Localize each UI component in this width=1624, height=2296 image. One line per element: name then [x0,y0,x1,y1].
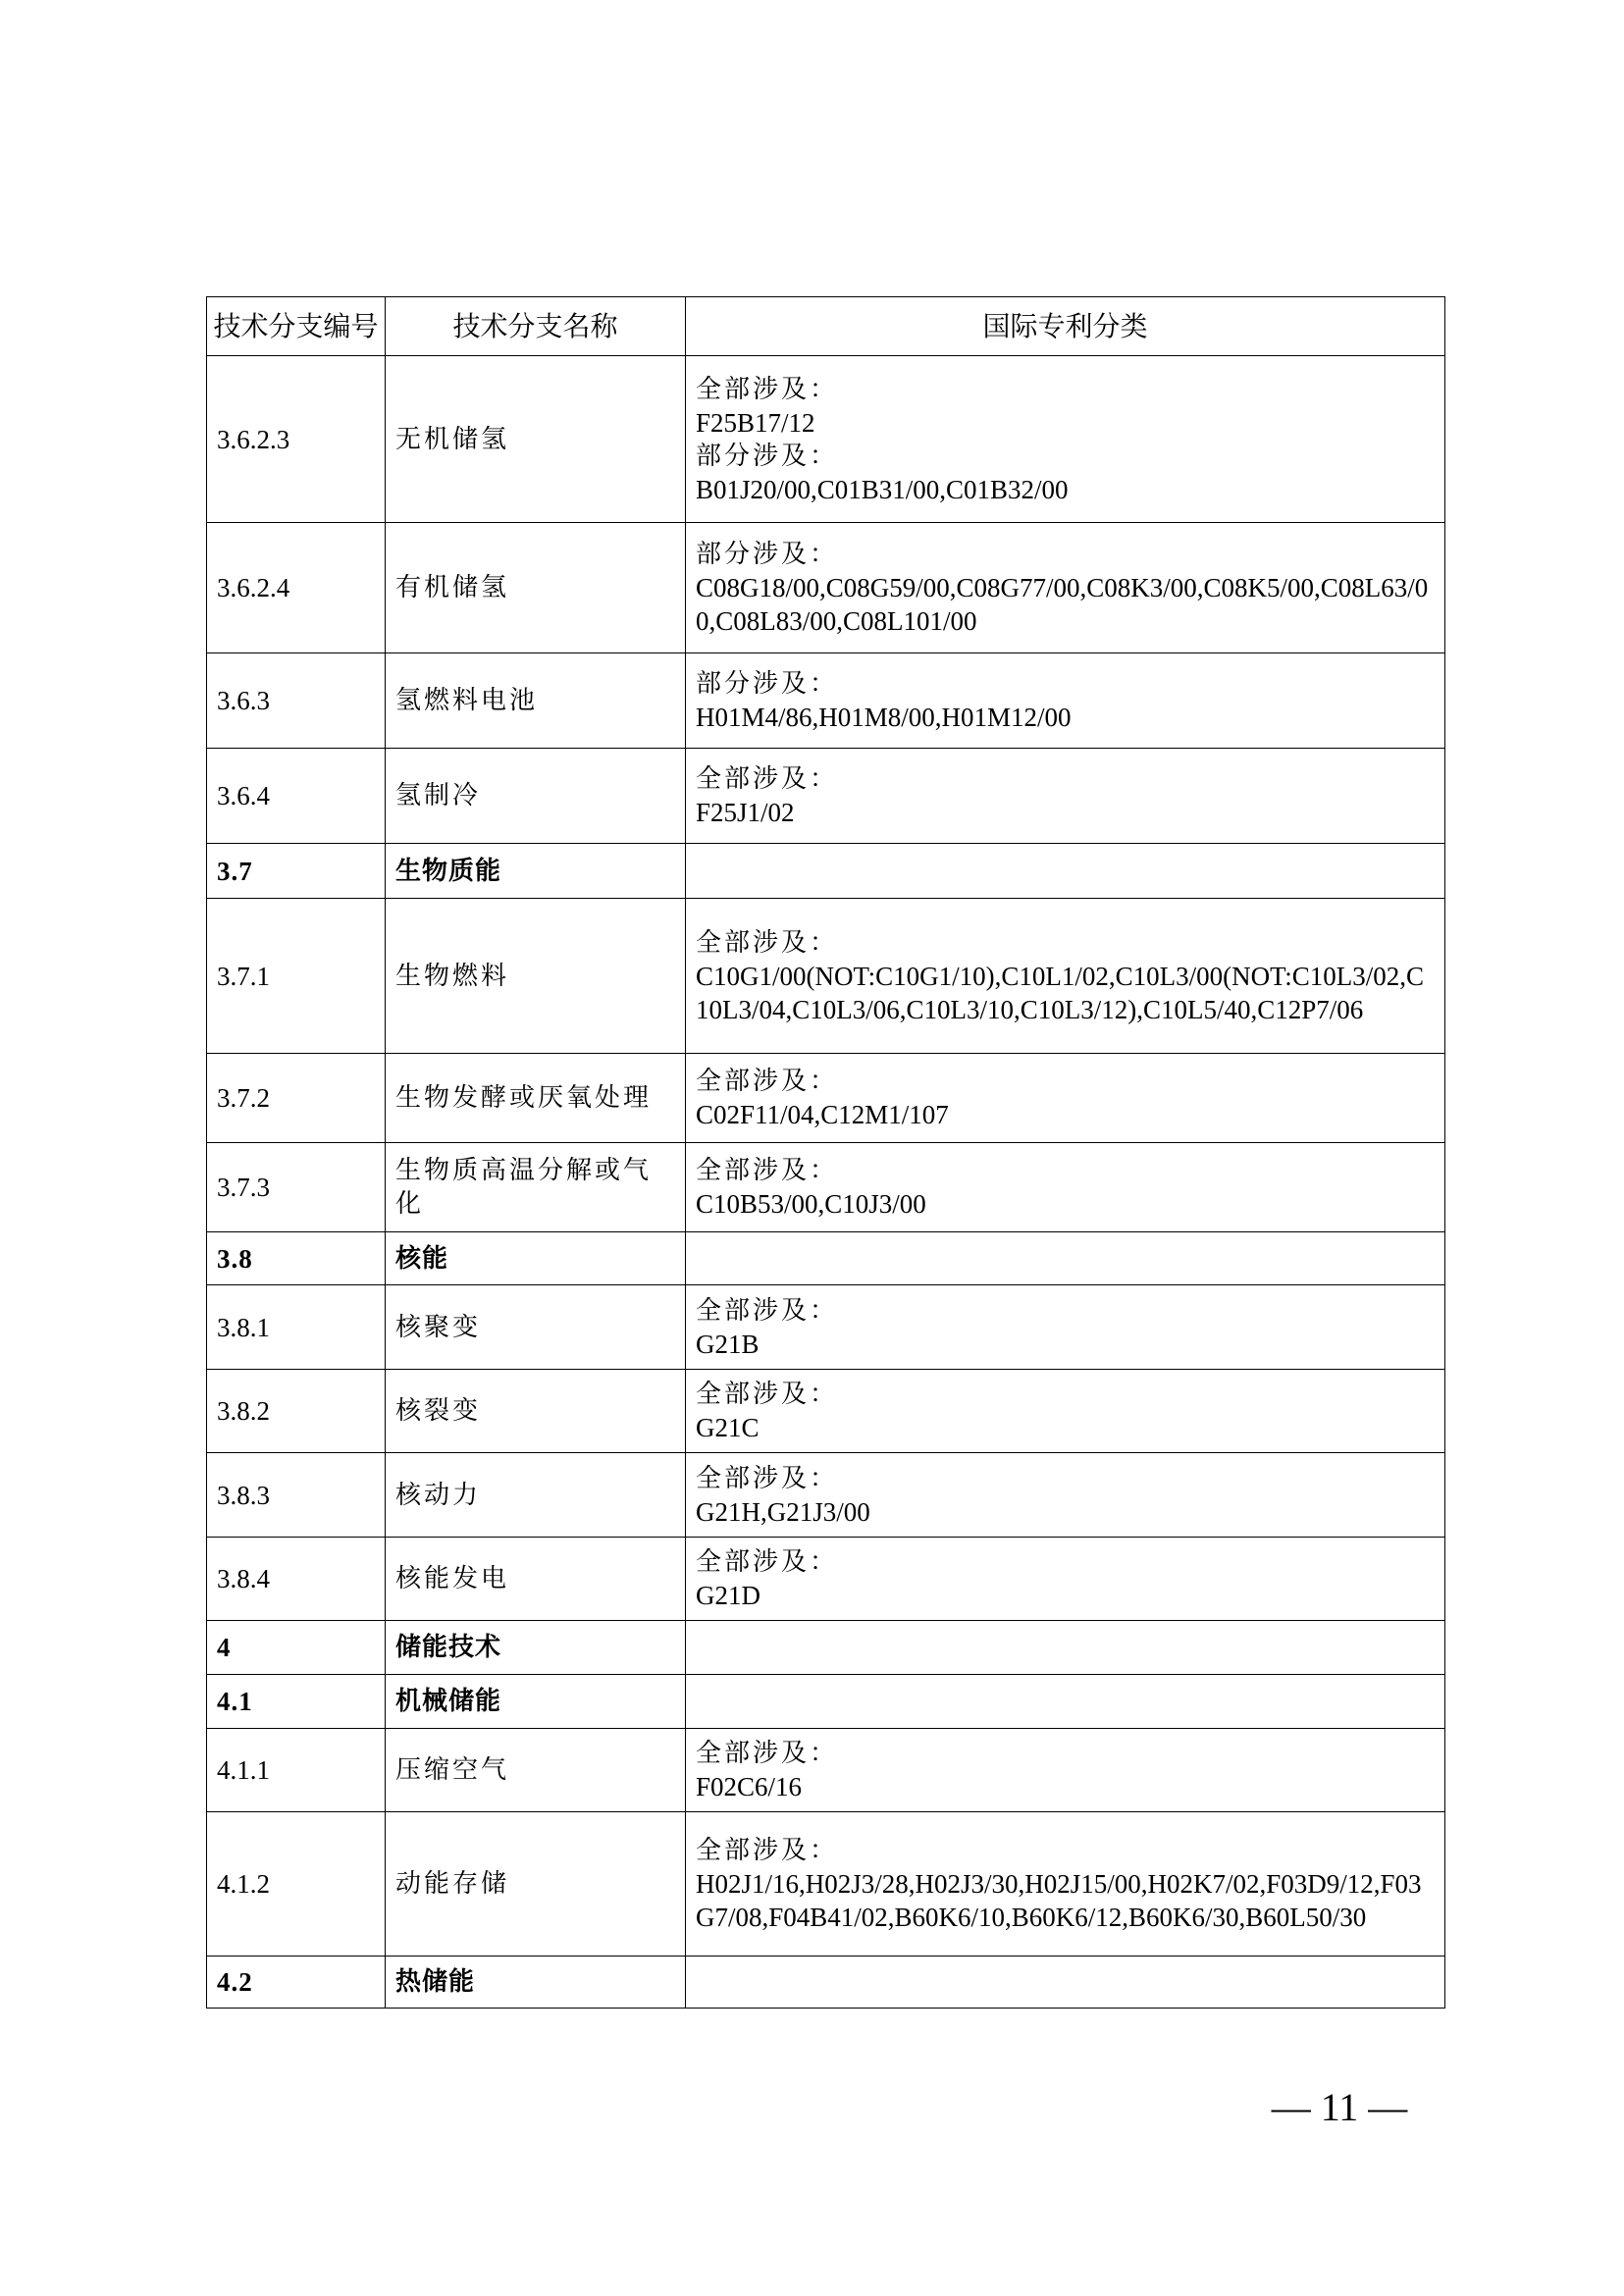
branch-code: 3.8.1 [207,1285,386,1370]
ipc-codes: C10B53/00,C10J3/00 [696,1189,926,1219]
branch-name: 核聚变 [386,1285,686,1370]
ipc-classification-table [206,296,1445,2009]
ipc-cell [686,749,1445,844]
ipc-cell [686,1729,1445,1812]
branch-code: 3.7.3 [207,1143,386,1232]
branch-name: 有机储氢 [386,523,686,653]
ipc-codes: F02C6/16 [696,1772,803,1801]
header-branch-name: 技术分支名称 [386,297,686,356]
ipc-cell [686,523,1445,653]
table-row [207,1538,1445,1621]
ipc-cell [686,1232,1445,1285]
branch-name: 氢制冷 [386,749,686,844]
table-row [207,1812,1445,1957]
table-row [207,653,1445,749]
ipc-codes: F25B17/12 [696,407,815,438]
branch-code: 3.6.2.3 [207,356,386,523]
table-row [207,749,1445,844]
branch-name: 核能 [386,1232,686,1285]
table-row [207,1054,1445,1143]
branch-name: 氢燃料电池 [386,653,686,749]
ipc-scope-label: 全部涉及： [696,374,839,404]
ipc-codes: G21D [696,1581,760,1610]
ipc-codes: F25J1/02 [696,798,795,827]
ipc-cell [686,1957,1445,2009]
branch-name: 储能技术 [386,1621,686,1675]
ipc-scope-label: 部分涉及： [696,540,839,569]
ipc-codes: G21H,G21J3/00 [696,1496,870,1527]
branch-code: 4.2 [207,1957,386,2009]
ipc-scope-label: 全部涉及： [696,927,839,958]
ipc-cell [686,844,1445,899]
table-row [207,1370,1445,1453]
branch-code: 4 [207,1621,386,1675]
branch-name: 无机储氢 [386,356,686,523]
ipc-cell [686,1370,1445,1453]
branch-code: 3.6.2.4 [207,523,386,653]
ipc-scope-label: 全部涉及： [696,1739,839,1768]
ipc-cell [686,1054,1445,1143]
ipc-cell [686,1812,1445,1957]
branch-name: 生物发酵或厌氧处理 [386,1054,686,1143]
table-row [207,899,1445,1054]
ipc-cell [686,653,1445,749]
branch-code: 3.7.2 [207,1054,386,1143]
header-branch-code: 技术分支编号 [207,297,386,356]
ipc-cell [686,1621,1445,1675]
ipc-scope-label: 部分涉及： [696,669,839,699]
table-row [207,356,1445,523]
branch-code: 4.1.2 [207,1812,386,1957]
ipc-codes: B01J20/00,C01B31/00,C01B32/00 [696,474,1069,504]
ipc-scope-label: 全部涉及： [696,1547,839,1577]
table-row [207,1675,1445,1729]
table-row [207,523,1445,653]
table-row [207,1232,1445,1285]
branch-name: 核能发电 [386,1538,686,1621]
ipc-cell [686,899,1445,1054]
branch-code: 3.8.3 [207,1453,386,1538]
branch-code: 3.8.2 [207,1370,386,1453]
branch-name: 生物燃料 [386,899,686,1054]
branch-code: 3.6.3 [207,653,386,749]
branch-code: 3.6.4 [207,749,386,844]
table-row [207,1621,1445,1675]
table-row [207,1143,1445,1232]
ipc-scope-label: 全部涉及： [696,1463,839,1493]
ipc-codes: H02J1/16,H02J3/28,H02J3/30,H02J15/00,H02K7/02,F03D9/12,F03G7/08,F04B41/02,B60K6/10,B60K6/12,B60K6/30,B60L50/30 [696,1869,1422,1932]
ipc-codes: G21B [696,1329,760,1359]
ipc-cell [686,356,1445,523]
ipc-scope-label: 全部涉及： [696,1836,839,1865]
table-row [207,844,1445,899]
header-ipc: 国际专利分类 [686,297,1445,356]
table-row [207,1285,1445,1370]
branch-name: 压缩空气 [386,1729,686,1812]
ipc-scope-label: 全部涉及： [696,1156,839,1185]
branch-name: 生物质高温分解或气化 [386,1143,686,1232]
branch-name: 生物质能 [386,844,686,899]
ipc-scope-label: 全部涉及： [696,1295,839,1326]
table-row [207,1453,1445,1538]
branch-name: 动能存储 [386,1812,686,1957]
branch-name: 核裂变 [386,1370,686,1453]
branch-name: 核动力 [386,1453,686,1538]
ipc-scope-label: 全部涉及： [696,764,839,794]
ipc-scope-label: 部分涉及： [696,441,839,471]
branch-code: 3.7.1 [207,899,386,1054]
table-row [207,1957,1445,2009]
ipc-cell [686,1285,1445,1370]
branch-code: 3.8.4 [207,1538,386,1621]
ipc-codes: C02F11/04,C12M1/107 [696,1100,949,1129]
table-row [207,1729,1445,1812]
branch-code: 3.8 [207,1232,386,1285]
table-header-row [207,297,1445,356]
page-number: — 11 — [1271,2085,1408,2129]
branch-name: 机械储能 [386,1675,686,1729]
ipc-codes: H01M4/86,H01M8/00,H01M12/00 [696,703,1072,732]
branch-name: 热储能 [386,1957,686,2009]
ipc-codes: C10G1/00(NOT:C10G1/10),C10L1/02,C10L3/00(NOT:C10L3/02,C10L3/04,C10L3/06,C10L3/10,C10L3/12),C10L5/40,C12P7/06 [696,961,1425,1024]
branch-code: 4.1 [207,1675,386,1729]
ipc-cell [686,1538,1445,1621]
ipc-scope-label: 全部涉及： [696,1067,839,1096]
table-body [207,356,1445,2009]
ipc-codes: G21C [696,1413,760,1442]
ipc-cell [686,1675,1445,1729]
ipc-codes: C08G18/00,C08G59/00,C08G77/00,C08K3/00,C08K5/00,C08L63/00,C08L83/00,C08L101/00 [696,573,1429,636]
ipc-scope-label: 全部涉及： [696,1380,839,1409]
branch-code: 4.1.1 [207,1729,386,1812]
branch-code: 3.7 [207,844,386,899]
ipc-cell [686,1453,1445,1538]
ipc-cell [686,1143,1445,1232]
